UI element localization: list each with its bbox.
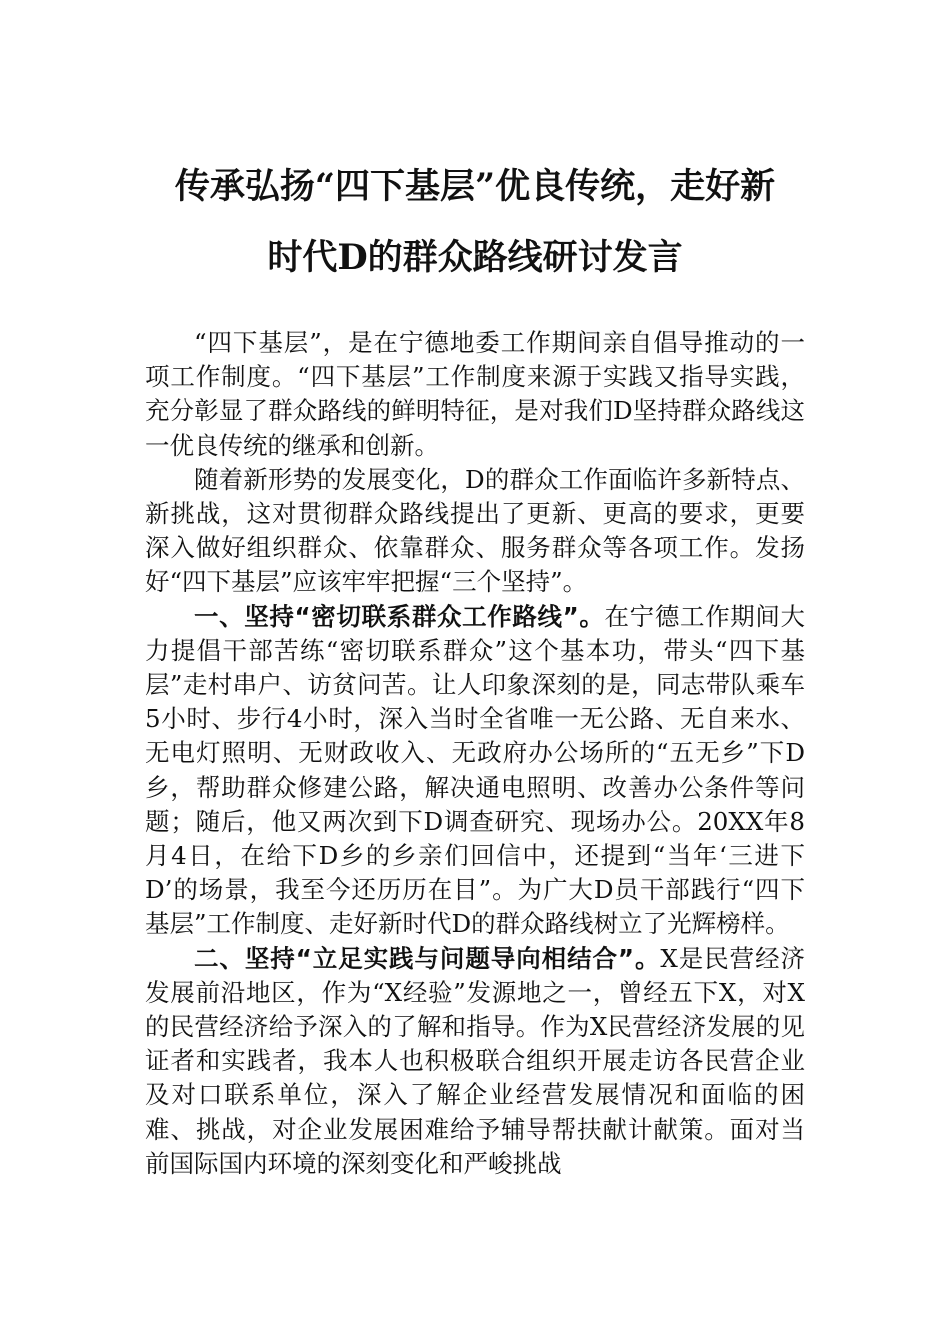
paragraph-point-two <box>145 942 805 1181</box>
paragraph-heading: 一、坚持“密切联系群众工作路线”。 <box>194 601 605 631</box>
paragraph-text: “四下基层”，是在宁德地委工作期间亲自倡导推动的一项工作制度。“四下基层”工作制度来源于实践又指导实践，充分彰显了群众路线的鲜明特征，是对我们D坚持群众路线这一优良传统的继承和创新。 <box>145 328 805 460</box>
paragraph-point-one <box>145 600 805 942</box>
paragraph-intro <box>145 326 805 463</box>
paragraph-text: X是民营经济发展前沿地区，作为“X经验”发源地之一，曾经五下X，对X的民营经济给予深入的了解和指导。作为X民营经济发展的见证者和实践者，我本人也积极联合组织开展走访各民营企业及对口联系单位，深入了解企业经营发展情况和面临的困难、挑战，对企业发展困难给予辅导帮扶献计献策。面对当前国际国内环境的深刻变化和严峻挑战 <box>145 943 806 1178</box>
paragraph-text: 在宁德工作期间大力提倡干部苦练“密切联系群众”这个基本功，带头“四下基层”走村串户、访贫问苦。让人印象深刻的是，同志带队乘车5小时、步行4小时，深入当时全省唯一无公路、无自来水、无电灯照明、无财政收入、无政府办公场所的“五无乡”下D乡，帮助群众修建公路，解决通电照明、改善办公条件等问题；随后，他又两次到下D调查研究、现场办公。20XX年8月4日，在给下D乡的乡亲们回信中，还提到“当年‘三进下D’的场景，我至今还历历在目”。为广大D员干部践行“四下基层”工作制度、走好新时代D的群众路线树立了光辉榜样。 <box>145 601 806 939</box>
paragraph-text: 随着新形势的发展变化，D的群众工作面临许多新特点、新挑战，这对贯彻群众路线提出了更新、更高的要求，更要深入做好组织群众、依靠群众、服务群众等各项工作。发扬好“四下基层”应该牢牢把握“三个坚持”。 <box>145 464 805 597</box>
document-title-line-2: 时代D的群众路线研讨发言 <box>267 237 683 278</box>
paragraph-context <box>145 463 805 600</box>
paragraph-heading: 二、坚持“立足实践与问题导向相结合”。 <box>194 943 661 973</box>
document-body <box>145 326 805 1181</box>
document-title-line-1: 传承弘扬“四下基层”优良传统，走好新 <box>174 166 776 207</box>
